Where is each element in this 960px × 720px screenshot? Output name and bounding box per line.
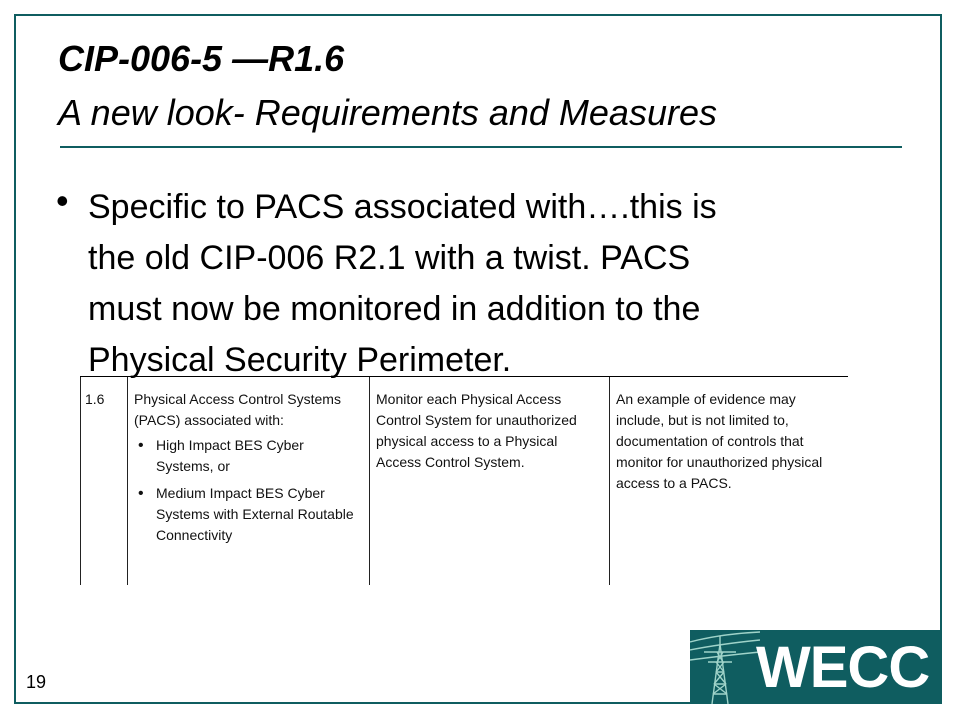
bullet-line: Specific to PACS associated with….this is xyxy=(88,188,717,226)
bullet-text xyxy=(88,182,888,386)
transmission-tower-icon xyxy=(690,630,760,704)
list-item: • High Impact BES Cyber Systems, or xyxy=(156,435,363,477)
list-item: • Medium Impact BES Cyber Systems with External Routable Connectivity xyxy=(156,483,363,546)
slide-number: 19 xyxy=(26,672,47,692)
bullet-line: Physical Security Perimeter. xyxy=(88,341,512,379)
table-cell-id xyxy=(80,377,128,585)
title-divider xyxy=(60,146,902,148)
bullet-marker: • xyxy=(56,180,69,221)
table-cell-applicable-systems xyxy=(128,377,370,585)
wecc-logo xyxy=(690,630,942,704)
applicable-list xyxy=(134,435,363,546)
table-cell-measures xyxy=(610,377,848,585)
measure-text: An example of evidence may include, but is not limited to, documentation of controls that monitor for unauthorized physical access to a PACS. xyxy=(616,391,823,491)
slide-title: CIP-006-5 —R1.6 xyxy=(58,38,345,79)
logo-wordmark: WECC xyxy=(756,635,930,700)
requirements-table xyxy=(80,376,848,585)
requirement-text: Monitor each Physical Access Control System for unauthorized physical access to a Physical Access Control System. xyxy=(376,391,577,470)
bullet-line: must now be monitored in addition to the xyxy=(88,290,701,328)
bullet-line: the old CIP-006 R2.1 with a twist. PACS xyxy=(88,239,691,277)
requirement-number: 1.6 xyxy=(85,391,105,407)
table-cell-requirement xyxy=(370,377,610,585)
slide-subtitle: A new look- Requirements and Measures xyxy=(58,92,717,133)
applicable-heading: Physical Access Control Systems (PACS) associated with: xyxy=(134,391,341,428)
